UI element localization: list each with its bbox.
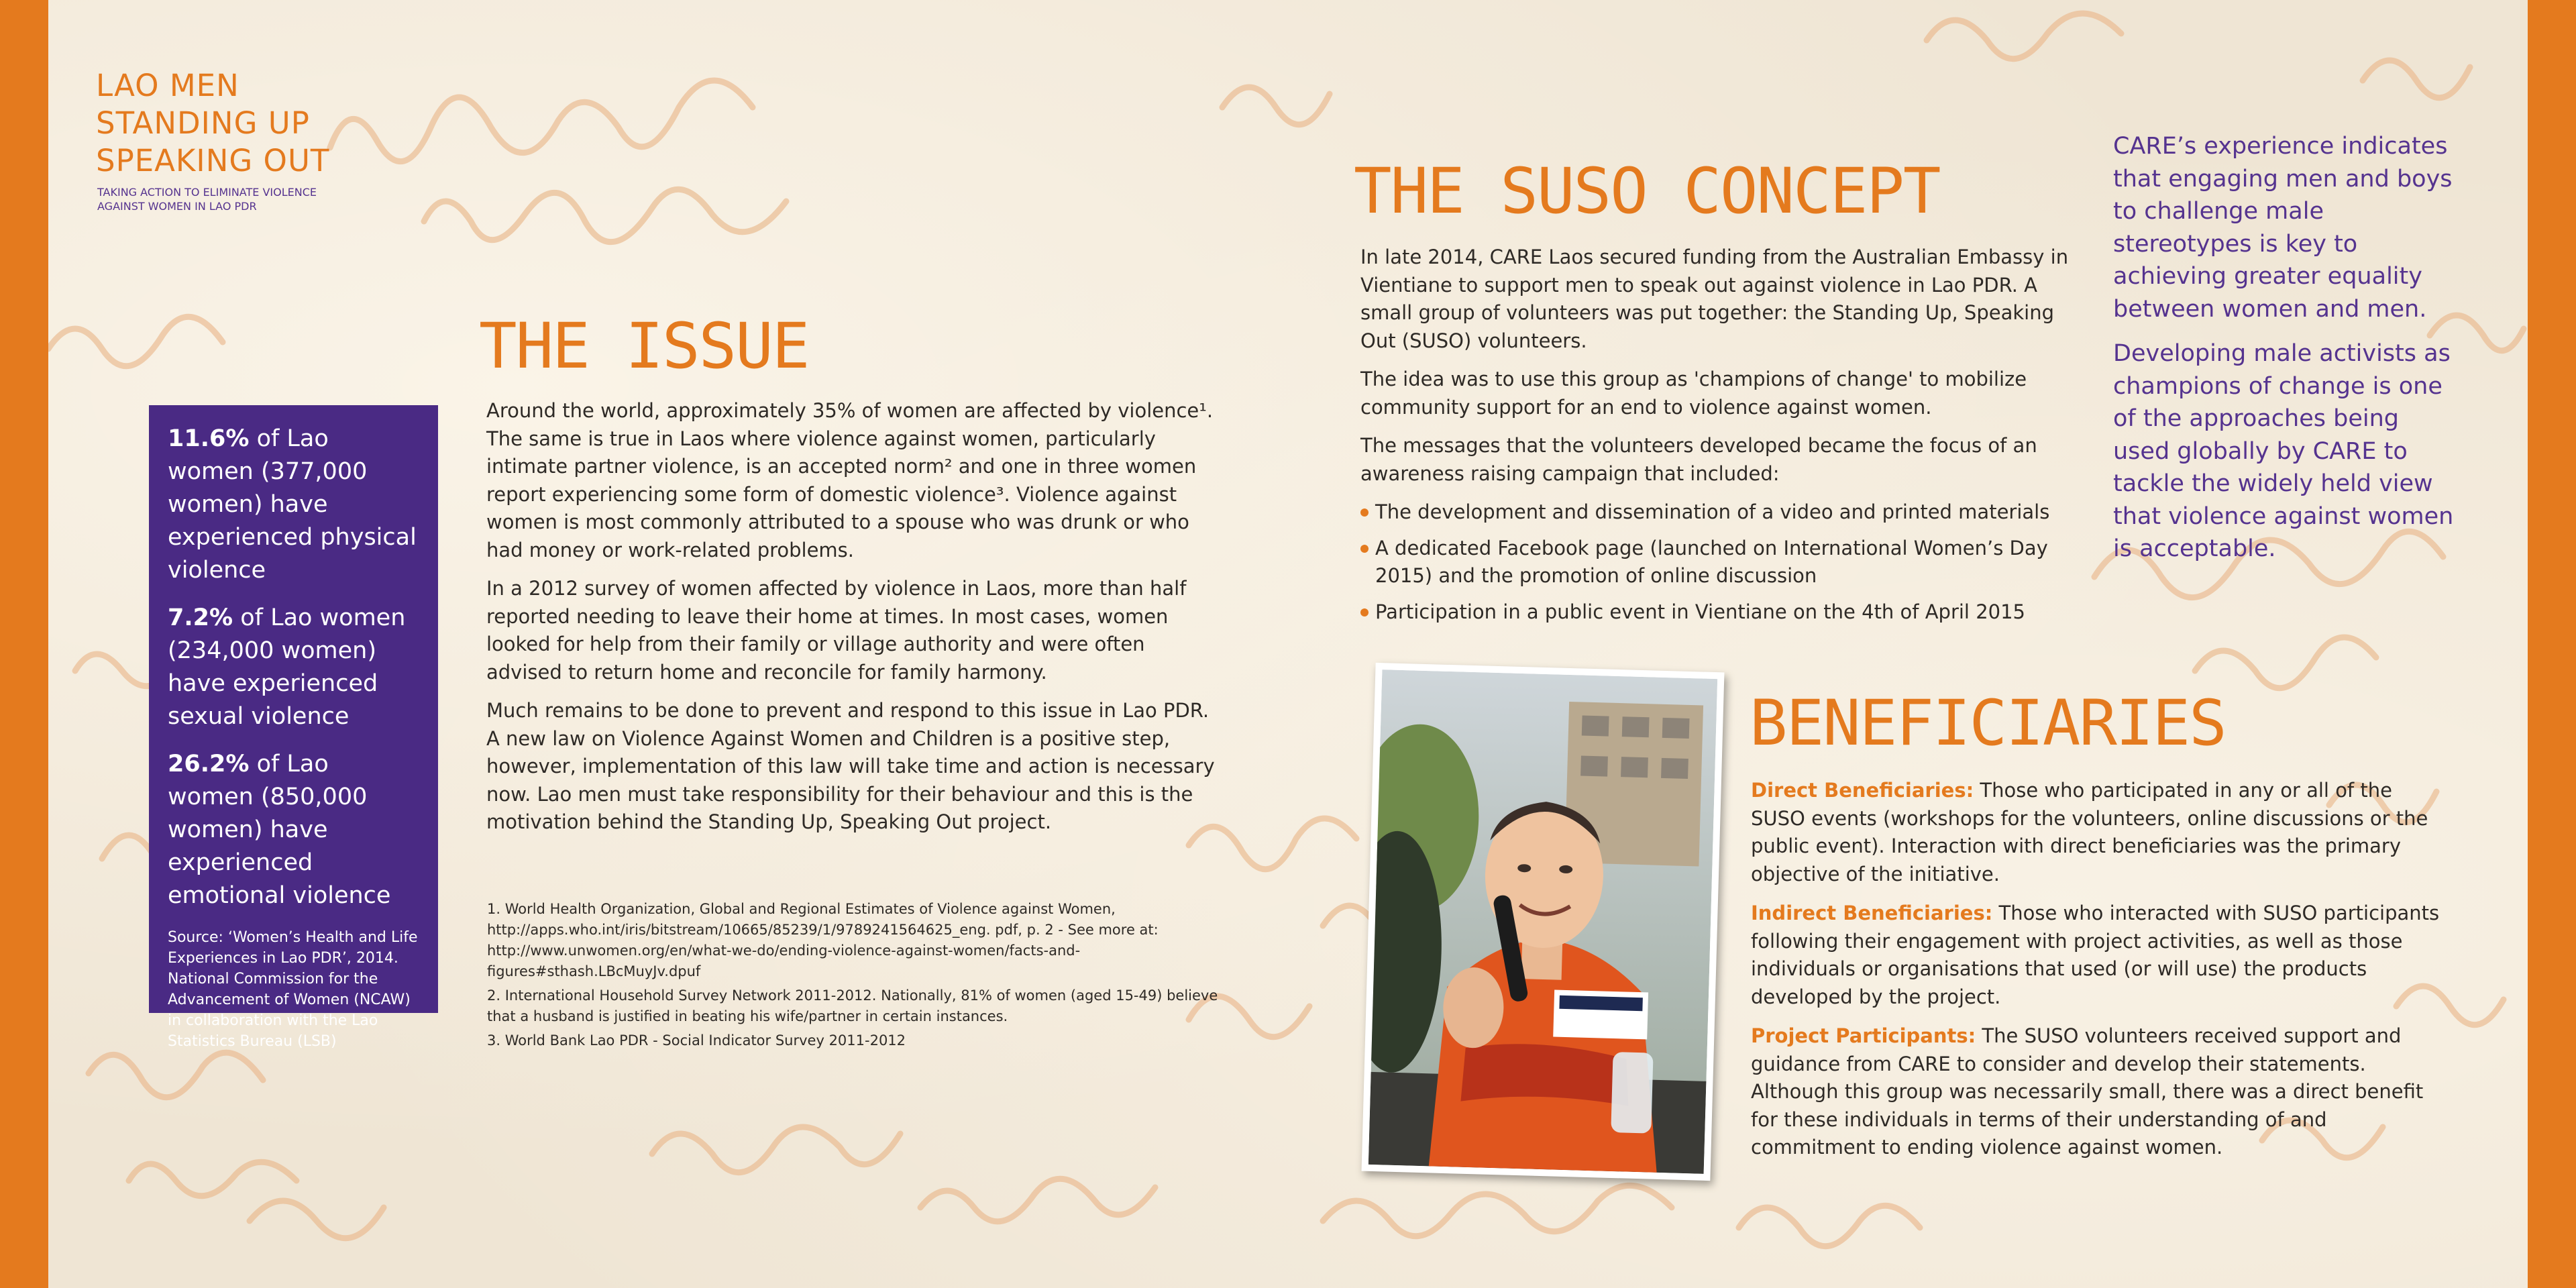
footnote: 2. International Household Survey Network 2011-2012. Nationally, 81% of women (aged 15-49) believe that a husband is justified in beating his wife/partner in certain instances. xyxy=(487,987,1218,1024)
stat-item xyxy=(168,602,419,733)
right-orange-border xyxy=(2528,0,2576,1288)
stats-source: Source: ‘Women’s Health and Life Experiences in Lao PDR’, 2014. National Commission for the Advancement of Women (NCAW) in collaboration with the Lao Statistics Bureau (LSB) xyxy=(168,929,418,1050)
beneficiary-item xyxy=(1751,777,2449,888)
beneficiaries-body xyxy=(1751,777,2449,1173)
footnote: 3. World Bank Lao PDR - Social Indicator Survey 2011-2012 xyxy=(487,1032,906,1049)
campaign-item-text: The development and dissemination of a video and printed materials xyxy=(1375,500,2050,523)
suso-paragraph: The idea was to use this group as 'champions of change' to mobilize community support for an end to violence against women. xyxy=(1360,368,2027,419)
footnotes xyxy=(487,899,1218,1055)
beneficiary-item xyxy=(1751,900,2449,1011)
beneficiary-text: Those who participated in any or all of the SUSO events (workshops for the volunteers, online discussions or the public event). Interaction with direct beneficiaries was the primary objective of the initiative. xyxy=(1751,779,2428,885)
suso-paragraph: The messages that the volunteers developed became the focus of an awareness raising campaign that included: xyxy=(1360,434,2037,485)
stat-text: of Lao women (377,000 women) have experienced physical violence xyxy=(168,425,417,584)
stat-value: 7.2% xyxy=(168,604,233,631)
campaign-list-item xyxy=(1360,598,2072,627)
brand-title xyxy=(96,67,378,180)
campaign-item-text: A dedicated Facebook page (launched on International Women’s Day 2015) and the promotion of online discussion xyxy=(1375,536,2048,587)
beneficiary-text: The SUSO volunteers received support and guidance from CARE to consider and develop their statements. Although this group was necessarily small, there was a direct benefit for these individuals in terms of their understanding of and commitment to ending violence against women. xyxy=(1751,1024,2424,1159)
bullet-icon xyxy=(1360,608,1368,616)
pull-quote xyxy=(2113,130,2462,578)
brand-title-line: STANDING UP xyxy=(96,105,310,141)
stat-value: 26.2% xyxy=(168,751,250,777)
brand-title-line: LAO MEN xyxy=(96,68,239,103)
beneficiaries-heading: BENEFICIARIES xyxy=(1750,687,2226,760)
campaign-list xyxy=(1360,498,2072,626)
suso-paragraph: In late 2014, CARE Laos secured funding from the Australian Embassy in Vientiane to support men to speak out against violence in Lao PDR. A small group of volunteers was put together: the Standing Up, Speaking Out (SUSO) volunteers. xyxy=(1360,246,2069,352)
quote-paragraph: Developing male activists as champions of change is one of the approaches being used globally by CARE to tackle the widely held view that violence against women is acceptable. xyxy=(2113,340,2454,562)
issue-heading: THE ISSUE xyxy=(479,310,809,383)
quote-paragraph: CARE’s experience indicates that engaging men and boys to challenge male stereotypes is key to achieving greater equality between women and men. xyxy=(2113,133,2453,323)
beneficiary-label: Project Participants: xyxy=(1751,1024,1976,1047)
bullet-icon xyxy=(1360,545,1368,553)
statistics-box xyxy=(149,405,438,1050)
stat-item xyxy=(168,423,419,587)
stat-item xyxy=(168,748,419,912)
campaign-item-text: Participation in a public event in Vientiane on the 4th of April 2015 xyxy=(1375,600,2026,623)
volunteer-photo-image xyxy=(1368,669,1717,1174)
suso-body xyxy=(1360,244,2072,634)
stat-value: 11.6% xyxy=(168,425,250,452)
campaign-list-item xyxy=(1360,498,2072,527)
left-orange-border xyxy=(0,0,48,1288)
stat-text: of Lao women (234,000 women) have experienced sexual violence xyxy=(168,604,406,730)
beneficiary-label: Indirect Beneficiaries: xyxy=(1751,902,1993,924)
issue-body xyxy=(486,397,1224,847)
campaign-list-item xyxy=(1360,535,2072,590)
suso-heading: THE SUSO CONCEPT xyxy=(1354,155,1940,228)
issue-paragraph: In a 2012 survey of women affected by violence in Laos, more than half reported needing to leave their home at times. In most cases, women looked for help from their family or village authority and were often advised to return home and reconcile for family harmony. xyxy=(486,577,1187,684)
beneficiary-item xyxy=(1751,1022,2449,1162)
issue-paragraph: Much remains to be done to prevent and respond to this issue in Lao PDR. A new law on Violence Against Women and Children is a positive step, however, implementation of this law will take time and action is necessary now. Lao men must take responsibility for their behaviour and this is the motivation behind the Standing Up, Speaking Out project. xyxy=(486,699,1215,833)
issue-paragraph: Around the world, approximately 35% of women are affected by violence¹. The same is true in Laos where violence against women, particularly intimate partner violence, is an accepted norm² and one in three women report experiencing some form of domestic violence³. Violence against women is most commonly attributed to a spouse who was drunk or who had money or work-related problems. xyxy=(486,399,1214,561)
brand-title-line: SPEAKING OUT xyxy=(96,143,330,178)
footnote: 1. World Health Organization, Global and Regional Estimates of Violence against Women, http://apps.who.int/iris/bitstream/10665/85239/1/9789241564625_eng. pdf, p. 2 - See more at: http://www.unwomen.org/en/what-we-do/ending-violence-against-women/facts-and-figures#sthash.LBcMuyJv.dpuf xyxy=(487,901,1159,979)
volunteer-photo xyxy=(1362,663,1725,1181)
stat-text: of Lao women (850,000 women) have experienced emotional violence xyxy=(168,751,391,909)
bullet-icon xyxy=(1360,508,1368,517)
beneficiary-text: Those who interacted with SUSO participants following their engagement with project activities, as well as those individuals or organisations that used (or will use) the products developed by the project. xyxy=(1751,902,2440,1008)
beneficiary-label: Direct Beneficiaries: xyxy=(1751,779,1974,802)
brand-subtitle: TAKING ACTION TO ELIMINATE VIOLENCE AGAINST WOMEN IN LAO PDR xyxy=(97,186,317,213)
